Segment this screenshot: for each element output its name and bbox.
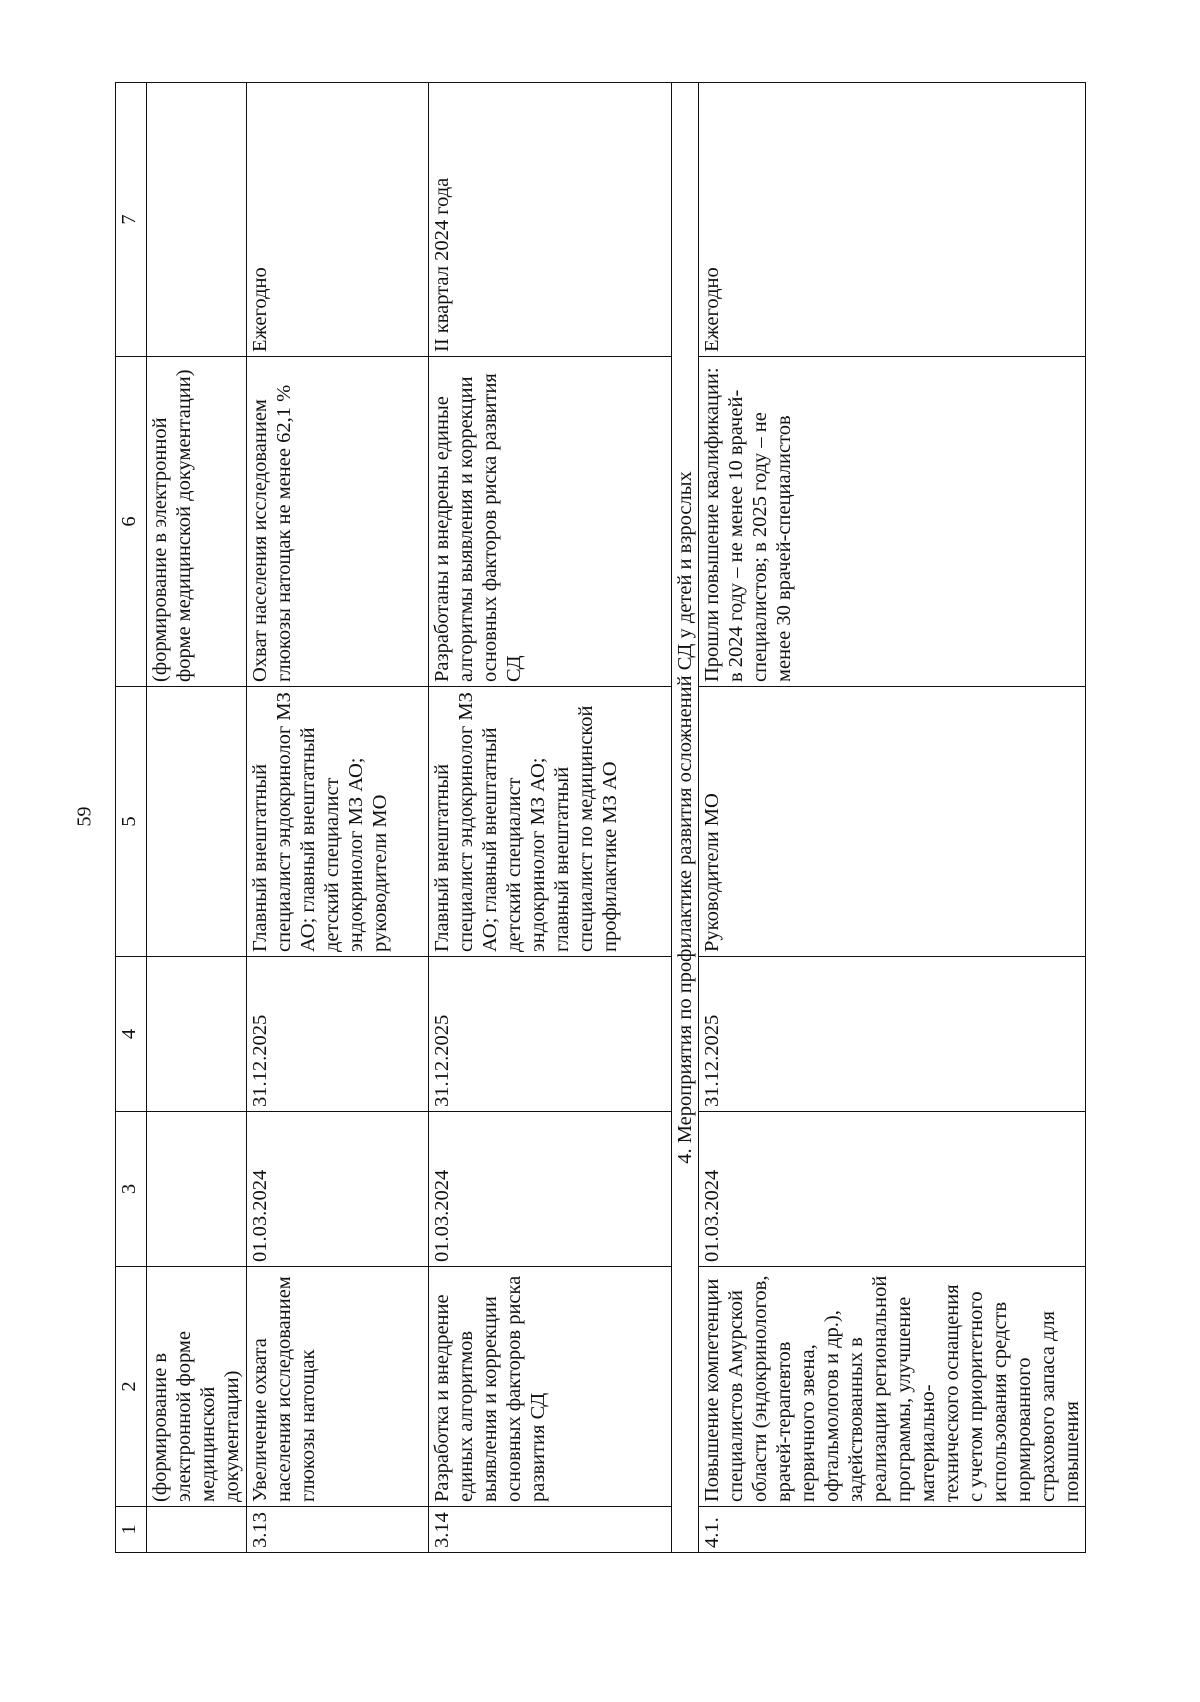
table-row [247,83,429,1553]
section-title: 4. Мероприятия по профилактике развития осложнений СД у детей и взрослых [672,83,699,1553]
table-row [699,83,1086,1553]
cell-resp [147,687,247,957]
table-row [147,83,247,1553]
header-cell: 3 [116,1112,147,1267]
cell-num: 4.1. [699,1507,1086,1553]
cell-task: (формирование в электронной форме медицинской документации) [147,1267,247,1507]
cell-result: Разработаны и внедрены единые алгоритмы выявления и коррекции основных факторов риска развития СД [429,357,672,687]
cell-num: 3.13 [247,1507,429,1553]
plan-table [115,82,1086,1553]
cell-term [147,83,247,357]
cell-result: (формирование в электронной форме медицинской документации) [147,357,247,687]
section-row [672,83,699,1553]
cell-start: 01.03.2024 [247,1112,429,1267]
cell-resp: Главный внештатный специалист эндокринолог МЗ АО; главный внештатный детский специалист эндокринолог МЗ АО; руководители МО [247,687,429,957]
cell-term: Ежегодно [699,83,1086,357]
cell-task: Повышение компетенции специалистов Амурской области (эндокринологов, врачей-терапевтов первичного звена, офтальмологов и др.), задействованных в реализации региональной программы, улучшение материально-технического оснащения с учетом приоритетного использования средств нормированного страхового запаса для повышения [699,1267,1086,1507]
cell-resp: Руководители МО [699,687,1086,957]
table-sheet [115,83,1125,1553]
table-row [429,83,672,1553]
cell-result: Охват населения исследованием глюкозы натощак не менее 62,1 % [247,357,429,687]
cell-end: 31.12.2025 [247,957,429,1112]
cell-num [147,1507,247,1553]
cell-start [147,1112,247,1267]
cell-start: 01.03.2024 [429,1112,672,1267]
header-cell: 6 [116,357,147,687]
header-row [116,83,147,1553]
cell-num: 3.14 [429,1507,672,1553]
header-cell: 2 [116,1267,147,1507]
rotated-table-wrapper [115,83,1125,1553]
cell-end: 31.12.2025 [429,957,672,1112]
header-cell: 5 [116,687,147,957]
header-cell: 7 [116,83,147,357]
header-cell: 4 [116,957,147,1112]
cell-result: Прошли повышение квалификации: в 2024 году – не менее 10 врачей-специалистов; в 2025 году – не менее 30 врачей-специалистов [699,357,1086,687]
cell-end: 31.12.2025 [699,957,1086,1112]
cell-start: 01.03.2024 [699,1112,1086,1267]
cell-resp: Главный внештатный специалист эндокринолог МЗ АО; главный внештатный детский специалист эндокринолог МЗ АО; главный внештатный специалист по медицинской профилактике МЗ АО [429,687,672,957]
cell-term: II квартал 2024 года [429,83,672,357]
page-number: 59 [73,806,96,827]
cell-task: Разработка и внедрение единых алгоритмов выявления и коррекции основных факторов риска развития СД [429,1267,672,1507]
header-cell: 1 [116,1507,147,1553]
cell-term: Ежегодно [247,83,429,357]
cell-task: Увеличение охвата населения исследованием глюкозы натощак [247,1267,429,1507]
cell-end [147,957,247,1112]
